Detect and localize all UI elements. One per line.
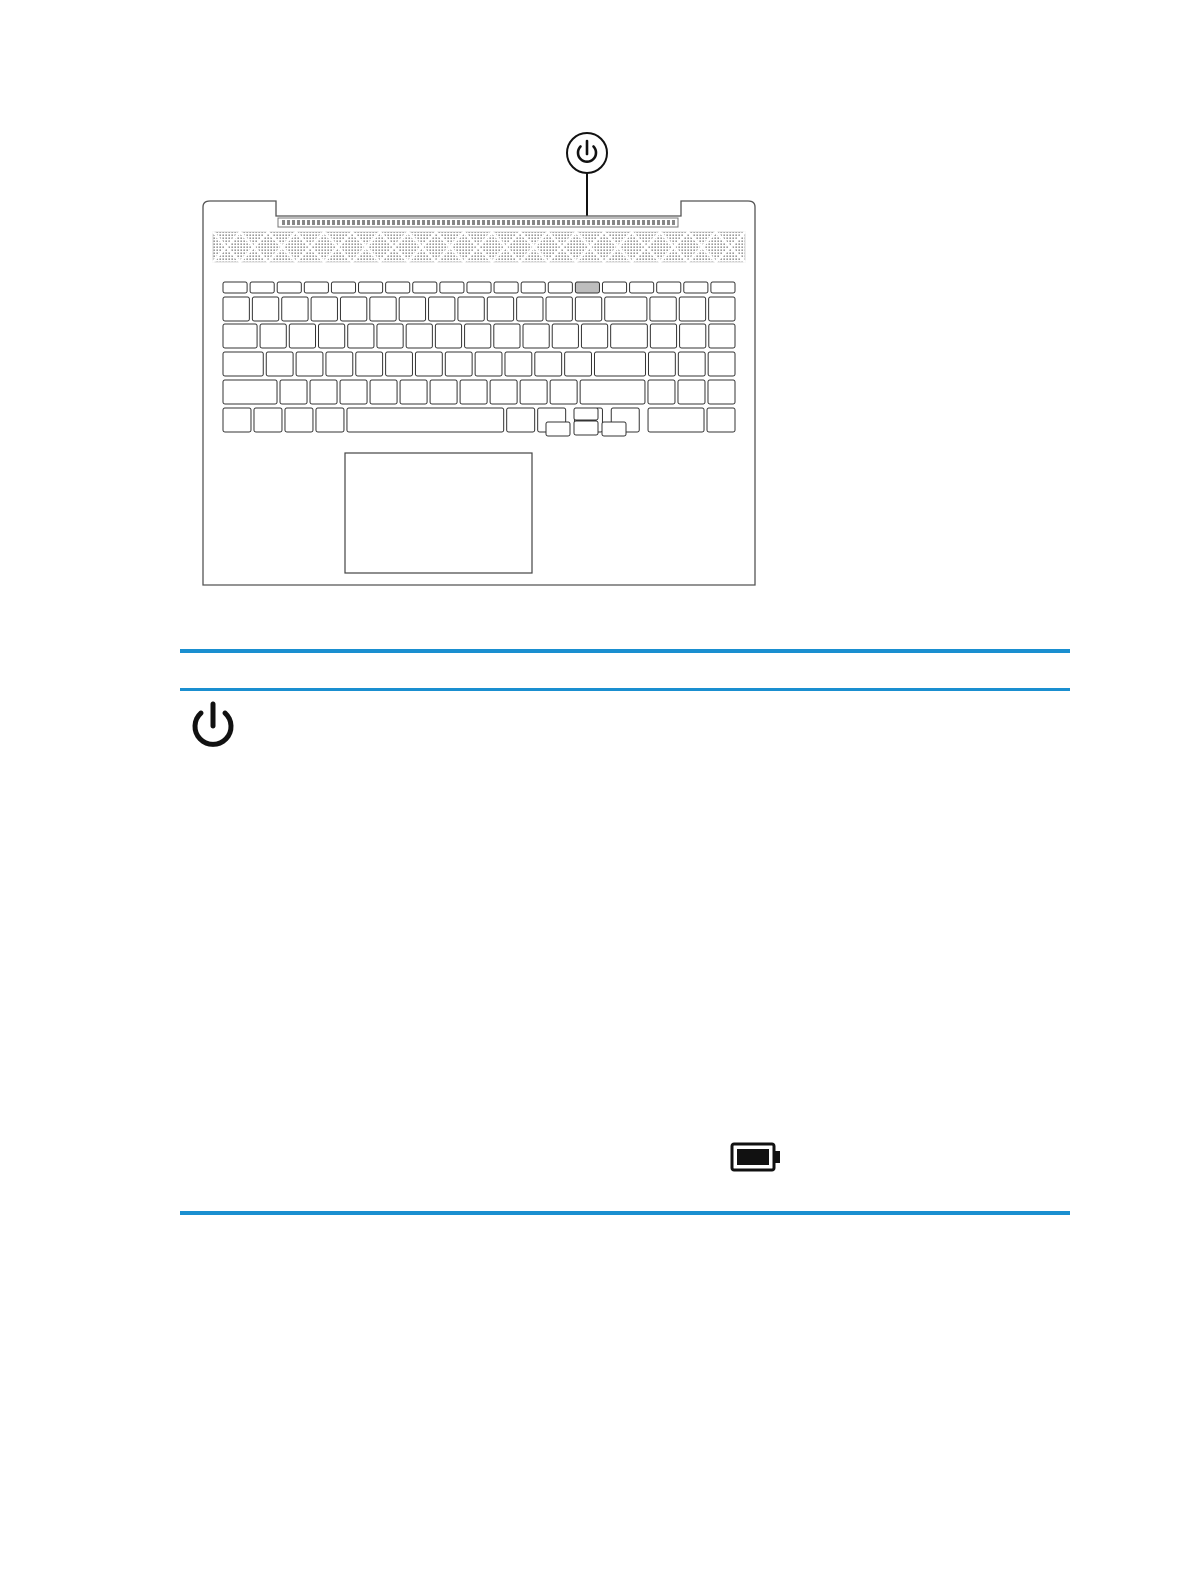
keyboard-key (580, 380, 645, 404)
keyboard-key (266, 352, 293, 376)
keyboard-key (490, 380, 517, 404)
hinge-vent-slot (502, 220, 505, 225)
keyboard-key (280, 380, 307, 404)
hinge-vent-slot (557, 220, 560, 225)
hinge-vent-slot (462, 220, 465, 225)
keyboard-key (296, 352, 323, 376)
hinge-vent-slot (647, 220, 650, 225)
hinge-vent-slot (572, 220, 575, 225)
keyboard-key (370, 297, 396, 321)
hinge-vent-slot (337, 220, 340, 225)
keyboard-key (311, 297, 337, 321)
keyboard-area-diagram (0, 0, 1189, 640)
hinge-vent-slot (512, 220, 515, 225)
hinge-vent-slot (397, 220, 400, 225)
hinge-vent-slot (617, 220, 620, 225)
keyboard-key (460, 380, 487, 404)
hinge-vent-slot (437, 220, 440, 225)
keyboard-key (679, 297, 705, 321)
hinge-vent-slot (362, 220, 365, 225)
hinge-vent-slot (452, 220, 455, 225)
keyboard-key (680, 324, 706, 348)
hinge-vent-slot (412, 220, 415, 225)
hinge-vent-slot (627, 220, 630, 225)
keyboard-key (605, 297, 647, 321)
hinge-vent-slot (322, 220, 325, 225)
hinge-vent-slot (382, 220, 385, 225)
hinge-vent-slot (477, 220, 480, 225)
keyboard-key (535, 352, 562, 376)
table-header-divider (180, 688, 1070, 691)
keyboard-key (435, 324, 461, 348)
hinge-vent-slot (287, 220, 290, 225)
hinge-vent-slot (427, 220, 430, 225)
hinge-vent-slot (602, 220, 605, 225)
keyboard-key (709, 324, 735, 348)
keyboard-key (520, 380, 547, 404)
speaker-grille (213, 232, 745, 262)
function-key (521, 282, 545, 293)
keyboard-key (550, 380, 577, 404)
keyboard-key (565, 352, 592, 376)
keyboard-key (282, 297, 308, 321)
keyboard-key (377, 324, 403, 348)
keyboard-key (552, 324, 578, 348)
keyboard-key (487, 297, 513, 321)
keyboard-key (399, 297, 425, 321)
hinge-vent-slot (497, 220, 500, 225)
hinge-vent-slot (357, 220, 360, 225)
keyboard-key (678, 380, 705, 404)
hinge-vent-slot (347, 220, 350, 225)
hinge-vent-slot (587, 220, 590, 225)
hinge-vent-slot (662, 220, 665, 225)
keyboard-key (400, 380, 427, 404)
keyboard-key (223, 408, 251, 432)
hinge-vent-slot (642, 220, 645, 225)
arrow-right-key (602, 422, 626, 436)
hinge-vent-slot (327, 220, 330, 225)
hinge-vent-slot (622, 220, 625, 225)
hinge-vent-slot (432, 220, 435, 225)
hinge-vent-slot (387, 220, 390, 225)
function-key (413, 282, 437, 293)
function-key (494, 282, 518, 293)
keyboard-key (709, 297, 735, 321)
table-bottom-rule (180, 1211, 1070, 1215)
arrow-up-key (574, 408, 598, 420)
function-key (630, 282, 654, 293)
hinge-vent-slot (317, 220, 320, 225)
function-key (359, 282, 383, 293)
hinge-vent-slot (352, 220, 355, 225)
hinge-vent-slot (312, 220, 315, 225)
hinge-vent-slot (522, 220, 525, 225)
hinge-vent-slot (487, 220, 490, 225)
keyboard-key (465, 324, 491, 348)
keyboard-key (707, 408, 735, 432)
hinge-vent-strip (278, 218, 678, 227)
keyboard-key (575, 297, 601, 321)
hinge-vent-slot (657, 220, 660, 225)
keyboard-key (708, 380, 735, 404)
keyboard-key (650, 297, 676, 321)
function-key (277, 282, 301, 293)
hinge-vent-slot (302, 220, 305, 225)
hinge-vent-slot (417, 220, 420, 225)
hinge-vent-slot (672, 220, 675, 225)
function-key (304, 282, 328, 293)
keyboard-key (340, 297, 366, 321)
keyboard-key (594, 352, 645, 376)
hinge-vent-slot (592, 220, 595, 225)
function-key (250, 282, 274, 293)
function-key (657, 282, 681, 293)
function-key (223, 282, 247, 293)
arrow-down-key (574, 421, 598, 435)
keyboard-key (347, 408, 504, 432)
hinge-vent-slot (582, 220, 585, 225)
hinge-vent-slot (367, 220, 370, 225)
hinge-vent-slot (597, 220, 600, 225)
keyboard-key (340, 380, 367, 404)
keyboard-key (648, 408, 704, 432)
function-key (602, 282, 626, 293)
hinge-vent-slot (447, 220, 450, 225)
hinge-vent-slot (332, 220, 335, 225)
hinge-vent-slot (492, 220, 495, 225)
keyboard-key (458, 297, 484, 321)
keyboard-key (650, 324, 676, 348)
hinge-vent-slot (467, 220, 470, 225)
keyboard-key (505, 352, 532, 376)
arrow-left-key (546, 422, 570, 436)
function-key (331, 282, 355, 293)
function-key (684, 282, 708, 293)
keyboard-key (406, 324, 432, 348)
hinge-vent-slot (342, 220, 345, 225)
keyboard-key (386, 352, 413, 376)
hinge-vent-slot (472, 220, 475, 225)
keyboard-key (223, 380, 277, 404)
battery-icon (730, 1142, 782, 1172)
keyboard-key (517, 297, 543, 321)
hinge-vent-slot (527, 220, 530, 225)
hinge-vent-slot (372, 220, 375, 225)
keyboard-key (546, 297, 572, 321)
hinge-vent-slot (282, 220, 285, 225)
function-key (386, 282, 410, 293)
hinge-vent-slot (667, 220, 670, 225)
keyboard-key (611, 324, 648, 348)
hinge-vent-slot (517, 220, 520, 225)
hinge-vent-slot (292, 220, 295, 225)
keyboard-key (310, 380, 337, 404)
keyboard-key (648, 352, 675, 376)
keyboard-key (285, 408, 313, 432)
function-key (548, 282, 572, 293)
hinge-vent-slot (567, 220, 570, 225)
hinge-vent-slot (607, 220, 610, 225)
hinge-vent-slot (637, 220, 640, 225)
hinge-vent-slot (297, 220, 300, 225)
keyboard-key (370, 380, 397, 404)
power-button-key (575, 282, 599, 293)
function-key (440, 282, 464, 293)
hinge-vent-slot (507, 220, 510, 225)
hinge-vent-slot (547, 220, 550, 225)
hinge-vent-slot (552, 220, 555, 225)
keyboard-key (678, 352, 705, 376)
keyboard-key (507, 408, 535, 432)
keyboard-key (648, 380, 675, 404)
keyboard-key (708, 352, 735, 376)
hinge-vent-slot (482, 220, 485, 225)
keyboard-key (494, 324, 520, 348)
keyboard-key (415, 352, 442, 376)
keyboard-key (319, 324, 345, 348)
keyboard-key (223, 324, 257, 348)
hinge-vent-slot (307, 220, 310, 225)
keyboard-key (523, 324, 549, 348)
keyboard-key (252, 297, 278, 321)
hinge-vent-slot (562, 220, 565, 225)
keyboard (223, 282, 735, 436)
hinge-vent-slot (542, 220, 545, 225)
hinge-vent-slot (632, 220, 635, 225)
keyboard-key (289, 324, 315, 348)
keyboard-key (223, 297, 249, 321)
keyboard-key (223, 352, 263, 376)
keyboard-key (316, 408, 344, 432)
hinge-vent-slot (652, 220, 655, 225)
table-header-rule (180, 649, 1070, 653)
hinge-vent-slot (377, 220, 380, 225)
function-key (711, 282, 735, 293)
hinge-vent-slot (392, 220, 395, 225)
keyboard-key (254, 408, 282, 432)
keyboard-key (326, 352, 353, 376)
hinge-vent-slot (457, 220, 460, 225)
hinge-vent-slot (577, 220, 580, 225)
hinge-vent-slot (407, 220, 410, 225)
hinge-vent-slot (422, 220, 425, 225)
keyboard-key (445, 352, 472, 376)
keyboard-key (348, 324, 374, 348)
keyboard-key (430, 380, 457, 404)
hinge-vent-slot (402, 220, 405, 225)
hinge-vent-slot (442, 220, 445, 225)
keyboard-key (356, 352, 383, 376)
keyboard-key (260, 324, 286, 348)
keyboard-key (429, 297, 455, 321)
touchpad (345, 453, 532, 573)
hinge-vent-slot (532, 220, 535, 225)
keyboard-key (475, 352, 502, 376)
keyboard-key (581, 324, 607, 348)
hinge-vent-slot (537, 220, 540, 225)
hinge-vent-slot (612, 220, 615, 225)
function-key (467, 282, 491, 293)
power-icon (188, 700, 238, 752)
